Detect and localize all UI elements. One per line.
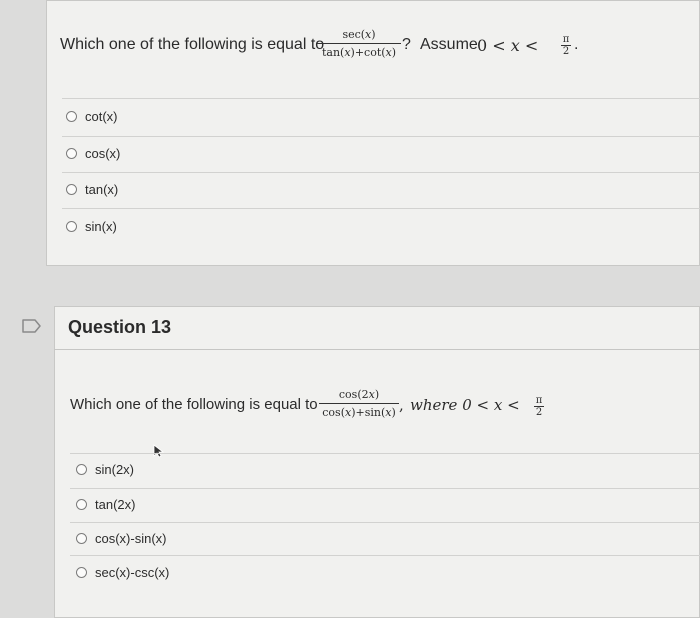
assume-label: Assume [420, 36, 478, 53]
option-tan-2x[interactable] [76, 494, 135, 514]
bound-numerator: π [562, 34, 570, 45]
question-13-prompt: Which one of the following is equal to [70, 396, 318, 413]
where-condition: where 0 < 𝑥 < [410, 396, 520, 414]
radio-button[interactable] [76, 567, 87, 578]
option-label: cos(x)-sin(x) [95, 530, 167, 546]
option-cot-x[interactable] [66, 106, 118, 126]
bound-denominator: 2 [535, 407, 543, 418]
option-label: tan(2x) [95, 496, 136, 512]
comma: , [399, 396, 404, 414]
option-sec-minus-csc[interactable] [76, 562, 169, 582]
divider [62, 136, 700, 137]
condition-text: 0 < 𝑥 < [477, 36, 539, 55]
radio-button[interactable] [76, 499, 87, 510]
option-label: sec(x)-csc(x) [95, 564, 170, 580]
option-cos-minus-sin[interactable] [76, 528, 167, 548]
option-sin-2x[interactable] [76, 459, 134, 479]
bound-numerator: π [535, 395, 543, 406]
option-label: sin(2x) [95, 461, 135, 477]
option-label: cos(x) [85, 145, 121, 161]
option-label: sin(x) [85, 218, 117, 234]
divider [70, 555, 700, 556]
fraction-numerator: sec(𝑥) [317, 28, 401, 44]
question-mark: ? [402, 36, 411, 53]
divider [70, 488, 700, 489]
question-13-fraction [319, 388, 399, 419]
question-12-fraction [317, 28, 401, 59]
divider [62, 208, 700, 209]
option-label: tan(x) [85, 181, 119, 197]
divider [62, 98, 700, 99]
radio-button[interactable] [66, 148, 77, 159]
radio-button[interactable] [66, 184, 77, 195]
option-cos-x[interactable] [66, 143, 120, 163]
fraction-denominator: cos(𝑥)+sin(𝑥) [322, 406, 396, 419]
divider [62, 172, 700, 173]
period: . [574, 36, 579, 53]
radio-button[interactable] [66, 221, 77, 232]
question-title: Question 13 [68, 317, 172, 337]
flag-icon[interactable] [22, 319, 42, 333]
fraction-denominator: tan(𝑥)+cot(𝑥) [321, 46, 397, 59]
cursor-icon [153, 444, 165, 458]
divider [70, 522, 700, 523]
bound-denominator: 2 [562, 46, 570, 57]
radio-button[interactable] [66, 111, 77, 122]
divider [70, 453, 700, 454]
option-label: cot(x) [85, 108, 118, 124]
pi-over-two-fraction [561, 34, 571, 57]
radio-button[interactable] [76, 533, 87, 544]
question-12-prompt: Which one of the following is equal to [60, 36, 325, 53]
fraction-numerator: cos(2𝑥) [319, 388, 399, 404]
pi-over-two-fraction [534, 395, 544, 418]
radio-button[interactable] [76, 464, 87, 475]
option-sin-x[interactable] [66, 216, 117, 236]
option-tan-x[interactable] [66, 179, 118, 199]
